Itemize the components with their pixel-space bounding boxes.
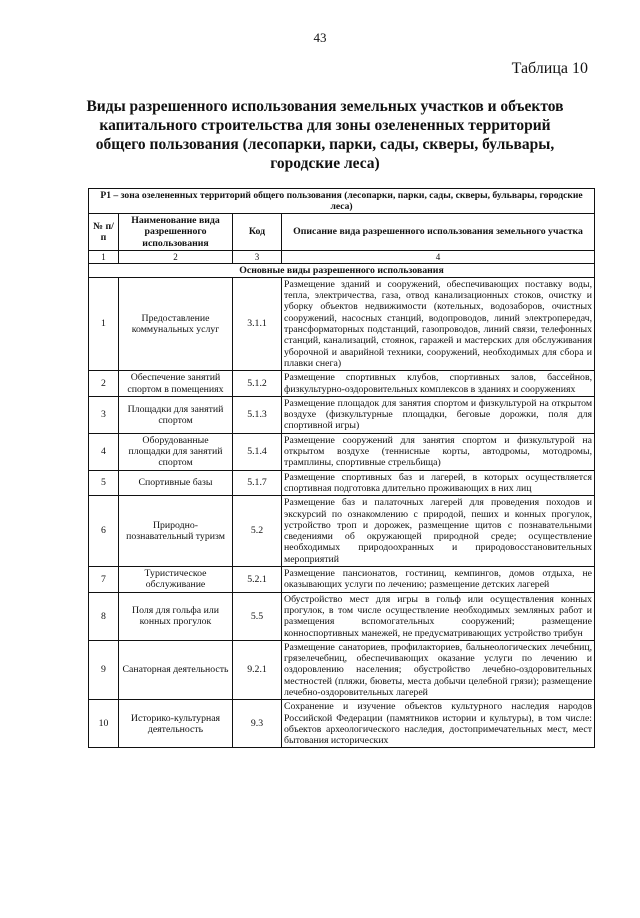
use-description: Размещение сооружений для занятия спортом и физкультурой на открытом воздухе (теннисные корты, автодромы, мотодромы, трамплины, спортивные стрельбища) [282,433,595,470]
use-description: Размещение зданий и сооружений, обеспечивающих поставку воды, тепла, электричества, газа, отвод канализационных стоков, очистку и уборку объектов недвижимости (котельных, водозаборов, очистных сооружений, насосных станций, водопроводов, линий электропередач, трансформаторных подстанций, газопроводов, линий связи, телефонных станций, канализаций, стоянок, гаражей и мастерских для обслуживания уборочной и аварийной техники, сооружений, необходимых для сбора и плавки снега) [282,277,595,370]
table-row [89,371,595,397]
use-name: Оборудованные площадки для занятий спортом [119,433,233,470]
document-title: Виды разрешенного использования земельных участков и объектов капитального строительства для зоны озелененных территорий общего пользования (лесопарки, парки, сады, скверы, бульвары, городские леса) [86,98,564,172]
use-code: 9.3 [233,700,282,748]
section-title: Основные виды разрешенного использования [89,263,595,277]
use-code: 5.2 [233,496,282,567]
use-description: Размещение баз и палаточных лагерей для проведения походов и экскурсий по ознакомлению с природой, пеших и конных прогулок, устройство троп и дорожек, размещение щитов с познавательными сведениями об окружающей природной среде; осуществление необходимых природоохранных и природовосстановительных мероприятий [282,496,595,567]
row-number: 10 [89,700,119,748]
zone-header: Р1 – зона озелененных территорий общего пользования (лесопарки, парки, сады, скверы, бульвары, городские леса) [89,189,595,214]
table-row [89,592,595,640]
table-row [89,496,595,567]
column-number: 1 [89,250,119,263]
table-row [89,277,595,370]
use-code: 5.5 [233,592,282,640]
row-number: 4 [89,433,119,470]
table-row [89,470,595,496]
row-number: 3 [89,396,119,433]
use-description: Размещение спортивных баз и лагерей, в которых осуществляется спортивная подготовка длительно проживающих в них лиц [282,470,595,496]
column-number: 2 [119,250,233,263]
table-row [89,396,595,433]
use-code: 3.1.1 [233,277,282,370]
use-name: Санаторная деятельность [119,640,233,699]
row-number: 8 [89,592,119,640]
table-row [89,640,595,699]
use-name: Природно-познавательный туризм [119,496,233,567]
use-name: Площадки для занятий спортом [119,396,233,433]
permitted-use-table [88,188,595,748]
use-code: 5.1.7 [233,470,282,496]
page-number: 43 [313,30,327,45]
use-description: Размещение спортивных клубов, спортивных залов, бассейнов, физкультурно-оздоровительных комплексов в зданиях и сооружениях [282,371,595,397]
use-description: Размещение санаториев, профилакториев, бальнеологических лечебниц, грязелечебниц, обеспечивающих оказание услуги по лечению и оздоровлению населения; обустройство лечебно-оздоровительных местностей (пляжи, бюветы, места добычи целебной грязи); размещение лечебно-оздоровительных лагерей [282,640,595,699]
use-code: 5.1.4 [233,433,282,470]
table-row [89,700,595,748]
use-name: Спортивные базы [119,470,233,496]
use-code: 5.1.3 [233,396,282,433]
column-number: 4 [282,250,595,263]
table-row [89,567,595,593]
row-number: 5 [89,470,119,496]
use-code: 9.2.1 [233,640,282,699]
column-header-desc: Описание вида разрешенного использования земельного участка [282,214,595,251]
use-description: Сохранение и изучение объектов культурного наследия народов Российской Федерации (памятников истории и культуры), в том числе: объектов археологического наследия, достопримечательных мест, мест бытования исторических [282,700,595,748]
table-caption: Таблица 10 [511,60,588,77]
row-number: 1 [89,277,119,370]
table-row [89,433,595,470]
use-name: Историко-культурная деятельность [119,700,233,748]
use-description: Размещение пансионатов, гостиниц, кемпингов, домов отдыха, не оказывающих услуги по лечению; размещение детских лагерей [282,567,595,593]
use-description: Размещение площадок для занятия спортом и физкультурой на открытом воздухе (физкультурные площадки, беговые дорожки, поля для спортивной игры) [282,396,595,433]
column-number: 3 [233,250,282,263]
use-name: Обеспечение занятий спортом в помещениях [119,371,233,397]
use-code: 5.2.1 [233,567,282,593]
row-number: 9 [89,640,119,699]
column-header-name: Наименование вида разрешенного использования [119,214,233,251]
use-name: Поля для гольфа или конных прогулок [119,592,233,640]
row-number: 7 [89,567,119,593]
use-description: Обустройство мест для игры в гольф или осуществления конных прогулок, в том числе осуществление необходимых земляных работ и размещения вспомогательных сооружений; размещение конноспортивных манежей, не предусматривающих устройство трибун [282,592,595,640]
use-name: Предоставление коммунальных услуг [119,277,233,370]
column-header-num: № п/п [89,214,119,251]
use-code: 5.1.2 [233,371,282,397]
row-number: 2 [89,371,119,397]
row-number: 6 [89,496,119,567]
use-name: Туристическое обслуживание [119,567,233,593]
column-header-code: Код [233,214,282,251]
